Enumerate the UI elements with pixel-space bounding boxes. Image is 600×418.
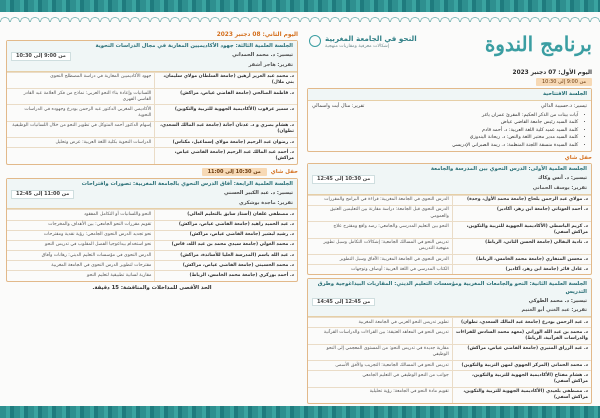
opening-chair: تيسير: د.حسيبة الدالي [540, 103, 587, 110]
list-item: • كلمة السيد عميد كلية اللغة العربية: د. أحمد قادم [314, 127, 585, 134]
table-row [308, 371, 591, 387]
speaker-cell: د. كريم الباسطي (الأكاديمية الجهوية للتربية والتكوين، مراكش آسفي) [452, 222, 591, 238]
topic-cell: جوانب من النحو الوظيفي في التعليم الجامعي [308, 371, 452, 387]
topic-cell: مقترحات لتطوير الدرس النحوي في الجامعة المغربية [7, 261, 155, 271]
break2-row [6, 168, 298, 176]
topic-cell: الدرس النحوي في الجامعة المغربية: الآفاق وسبل التطوير [308, 255, 452, 265]
topic-cell: الدرس النحوي قبل الجامعة: دراسة مقارنة بين التعليمين العتيق والعمومي [308, 205, 452, 221]
speaker-cell: د. أحمد العوناتي (جامعة ابن زهر، أكادير) [452, 205, 591, 221]
speaker-cell: د. رضوان عبد الرحيم (جامعة مولاي إسماعيل، مكناس) [155, 138, 297, 148]
day2-label: اليوم الثاني: 08 دجنبر 2023 [216, 32, 298, 38]
table-row [308, 328, 591, 344]
topic-cell: الدراسات النحوية بكلية اللغة العربية: عرض وتحليل [7, 138, 155, 148]
table-row [308, 361, 591, 371]
table-row [7, 251, 297, 261]
topic-cell: تطوير تدريس النحو العربي في الجامعة المغربية [308, 318, 452, 328]
topic-cell: الأكاديمي المغربي الدكتور عبد الرحمن بودرع وجهوده في الدراسات النحوية [7, 105, 155, 121]
table-row [7, 72, 297, 88]
break-label: حفل شاي [564, 155, 592, 162]
speaker-cell: د. عبد الله باسم (المدرسة العليا للأساتذة، مراكش) [155, 251, 297, 261]
table-row [308, 387, 591, 403]
session3-box [6, 40, 298, 165]
day2-column [6, 28, 298, 404]
conference-title: النحو في الجامعة المغربية [325, 34, 417, 43]
session2-chair: تيسير: د. محمد الطوكي [528, 297, 587, 304]
conference-logo-icon [309, 35, 321, 47]
break2-label: حفل شاي [270, 168, 298, 175]
session2-meta [312, 298, 587, 307]
topic-cell: الكتاب المدرسي في اللغة العربية: أوصاف وتوجهات [308, 265, 452, 275]
speaker-cell: د. عبد الحميد زاهيد (جامعة القاضي عياض، مراكش) [155, 220, 297, 230]
table-row [308, 238, 591, 254]
speaker-cell: د. محسن المنقاري (جامعة محمد الخامس، الرباط) [452, 255, 591, 265]
topic-cell: الدرس النحوي في الجامعة المغربية: قراءة في البرامج والمقررات [308, 195, 452, 205]
speaker-cell: د. نادية البقالي (جامعة الحسن الثاني، الرباط) [452, 238, 591, 254]
session2-title: الجلسة العلمية الثانية: النحو والجامعات المغربية ومؤسسات التعليم الديني: المقاربات البيداغوجية وطرق التدريس [317, 281, 587, 295]
session1-time: من 10:30 إلى 12:45 [312, 175, 375, 184]
speaker-cell: د. هشام مفتاح (الأكاديمية الجهوية للتربية والتكوين، مراكش آسفي) [452, 371, 591, 387]
speaker-cell: د. محمد الحسيني (جامعة القاضي عياض، مراكش) [155, 261, 297, 271]
speaker-cell: د. عادل فائز (جامعة ابن زهر، أكادير) [452, 265, 591, 275]
session3-header [7, 41, 297, 72]
bottom-ornament-band [0, 406, 600, 418]
speaker-cell: د. محمد الغولي (جامعة سيدي محمد بن عبد الله، فاس) [155, 240, 297, 250]
session4-box [6, 178, 298, 282]
session3-title: الجلسة العلمية الثالثة: جهود الأكاديميين المغاربة في مجال الدراسات النحوية [95, 43, 293, 49]
session1-chair: تيسير: د. أنس وكاك [538, 175, 587, 182]
conference-subtitle: إشكالات معرفية ومقاربات منهجية [325, 44, 390, 49]
topic-cell: تقويم مادة النحو في الجامعة: رؤية تحليلية [308, 387, 452, 403]
session4-title: الجلسة العلمية الرابعة: آفاق الدرس النحوي بالجامعة المغربية: تصورات واقتراحات [81, 180, 293, 187]
speaker-cell: د. محمد الحماني (المركز الجهوي لمهن التربية والتكوين) [452, 361, 591, 371]
table-row [308, 195, 591, 205]
top-ornament-band [0, 0, 600, 12]
opening-session-box [307, 88, 592, 152]
speaker-cell: د. فاطمة الصالحي (جامعة القاضي عياض، مراكش) [155, 89, 297, 105]
topic-cell: النحو واللسانيات أو التكامل المفقود [7, 210, 155, 220]
session4-report: تقرير: ماجدة بوشكري [238, 199, 293, 206]
table-row [308, 205, 591, 221]
arch-ornament [0, 12, 600, 22]
opening-time: من 9:00 إلى 10:30 [536, 78, 592, 86]
table-row [7, 261, 297, 271]
speaker-cell: د. هشام بصري و د. عدنان أجانة (جامعة عبد المالك السعدي، تطوان) [155, 121, 297, 137]
table-row [308, 318, 591, 328]
table-row [7, 220, 297, 230]
session3-time: من 9:00 إلى 10:30 [11, 52, 71, 61]
speaker-cell: د. عبد الرزاق المنيري (جامعة القاضي عياض، مراكش) [452, 344, 591, 360]
program-header [307, 28, 592, 66]
table-row [7, 210, 297, 220]
session2-time: من 12:45 إلى 14:45 [312, 298, 375, 307]
topic-cell: إسهام الدكتور أحمد المتوكل في تطوير النحو من خلال اللسانيات الوظيفية [7, 121, 155, 137]
table-row [308, 344, 591, 360]
list-item: • كلمة السيد رئيس جامعة القاضي عياض [314, 119, 585, 126]
topic-cell: نحو استخدام بيداغوجيا الفصل المقلوب في تدريس النحو [7, 240, 155, 250]
topic-cell: اللسانيات وإعادة بناء النحو العربي: نماذج من فكر العلامة عبد القادر الفاسي الفهري [7, 89, 155, 105]
opening-report: تقرير: منال أيت واسمالي [312, 103, 365, 110]
opening-time-row [307, 78, 592, 86]
session2-table [308, 317, 591, 403]
session1-table [308, 195, 591, 275]
session1-header [308, 164, 591, 195]
table-row [308, 265, 591, 275]
topic-cell: نحو تجديد الدرس النحوي الجامعي: رؤية نقدية ومقترحات [7, 230, 155, 240]
day1-column [307, 28, 592, 404]
opening-title: الجلسة الافتتاحية [308, 89, 591, 101]
speaker-cell: د. رشيد لبشير (جامعة القاضي عياض، مراكش) [155, 230, 297, 240]
speaker-cell: د. مصطفى بلعيدي (الأكاديمية الجهوية للتربية والتكوين، مراكش آسفي) [452, 387, 591, 403]
speaker-cell: د. مولاي عبد الرحمن بلحاج (جامعة محمد الأول، وجدة) [452, 195, 591, 205]
session4-table [7, 209, 297, 280]
day1-label: اليوم الأول: 07 دجنبر 2023 [512, 70, 592, 76]
session1-title: الجلسة العلمية الأولى: الدرس النحوي بين المدرسة والجامعة [430, 166, 587, 173]
topic-cell: مقاربة لسانية تطبيقية لتعليم النحو [7, 271, 155, 281]
table-row [7, 148, 297, 164]
table-row [308, 222, 591, 238]
table-row [7, 240, 297, 250]
session4-chair: تيسير: د. عبد الكبير الحسني [223, 189, 293, 196]
speaker-cell: د. عبد الرحمن بودرع (جامعة عبد المالك السعدي، تطوان) [452, 318, 591, 328]
session4-time: من 11:00 إلى 12:45 [11, 190, 74, 199]
closing-note: الحد الأقصى للمداخلات والمناقشة: 15 دقيقة. [92, 284, 212, 291]
session1-report: تقرير: يوسف الحماني [532, 185, 587, 192]
list-item: • آيات بينات من الذكر الحكيم: المقرئ عمران ياغر [314, 112, 585, 119]
opening-meta [308, 103, 591, 109]
topic-cell: مقاربة جديدة في تدريس النحو: من المستوى المعجمي إلى النحو الوظيفي [308, 344, 452, 360]
table-row [7, 138, 297, 148]
table-row [308, 255, 591, 265]
session3-table [7, 72, 297, 164]
topic-cell: تدريس النحو في المعاهد العتيقة: بين القراءات والدراسات القرآنية [308, 328, 452, 344]
table-row [7, 105, 297, 121]
speaker-cell: د. أحمد بوزكري (جامعة محمد الخامس، الرباط) [155, 271, 297, 281]
session2-report: تقرير: عبد الغني أبو الغنيم [521, 307, 587, 314]
topic-cell [7, 148, 155, 164]
topic-cell: تقويم مقررات النحو الجامعي: بين الأهداف والمخرجات [7, 220, 155, 230]
opening-speaker-list [308, 110, 591, 151]
break2-time: من 10:30 إلى 11:00 [202, 168, 267, 176]
topic-cell: النحو بين التعليم المدرسي والجامعي: رصد واقع ومقترح علاج [308, 222, 452, 238]
speaker-cell: د. محمد عبد العزيز أرهين (جامعة السلطان مولاي سليمان، بني ملال) [155, 72, 297, 88]
session4-header [7, 179, 297, 210]
session3-report: تقرير: هاجر أشقر [248, 61, 293, 68]
speaker-cell: د. مصطفى غلفان (أستاذ سابق بالتعليم العالي) [155, 210, 297, 220]
list-item: • كلمة السيدة منسقة اللجنة المنظمة: د. ريمة الصبراني الإدريسي [314, 142, 585, 149]
table-row [7, 271, 297, 281]
session4-meta [11, 190, 293, 199]
topic-cell: تدريس النحو في المسالك الجامعية: التجريب والأفق الأسمى [308, 361, 452, 371]
topic-cell: الدرس النحوي في مؤسسات التعليم الديني: رهانات وآفاق [7, 251, 155, 261]
session1-meta [312, 175, 587, 184]
session3-meta [11, 52, 293, 61]
topic-cell: تدريس النحو في المسالك الجامعية: إشكالات التكامل وسبل تطوير منهجية التدريس [308, 238, 452, 254]
table-row [7, 230, 297, 240]
session3-chair: تيسير: د. محمد الحمداني [232, 52, 293, 59]
session2-box [307, 278, 592, 404]
speaker-cell: د. محمد بن عبد الله الوزاني (معهد محمد السادس للقراءات والدراسات القرآنية، الرباط) [452, 328, 591, 344]
speaker-cell: د. سمير عرقوب (الأكاديمية الجهوية للتربية والتكوين) [155, 105, 297, 121]
session1-box [307, 163, 592, 275]
list-item: • كلمة السيد مدير مختبر اللغة والنص: د. ريحانة اليندوزي [314, 134, 585, 141]
speaker-cell: د. أحمد عبد المالك عبد الرحيم (جامعة القاضي عياض، مراكش) [155, 148, 297, 164]
session2-header [308, 279, 591, 317]
page-title: برنامج الندوة [484, 32, 592, 56]
table-row [7, 89, 297, 105]
table-row [7, 121, 297, 137]
topic-cell: جهود الأكاديميين المغاربة في دراسة المصطلح النحوي [7, 72, 155, 88]
